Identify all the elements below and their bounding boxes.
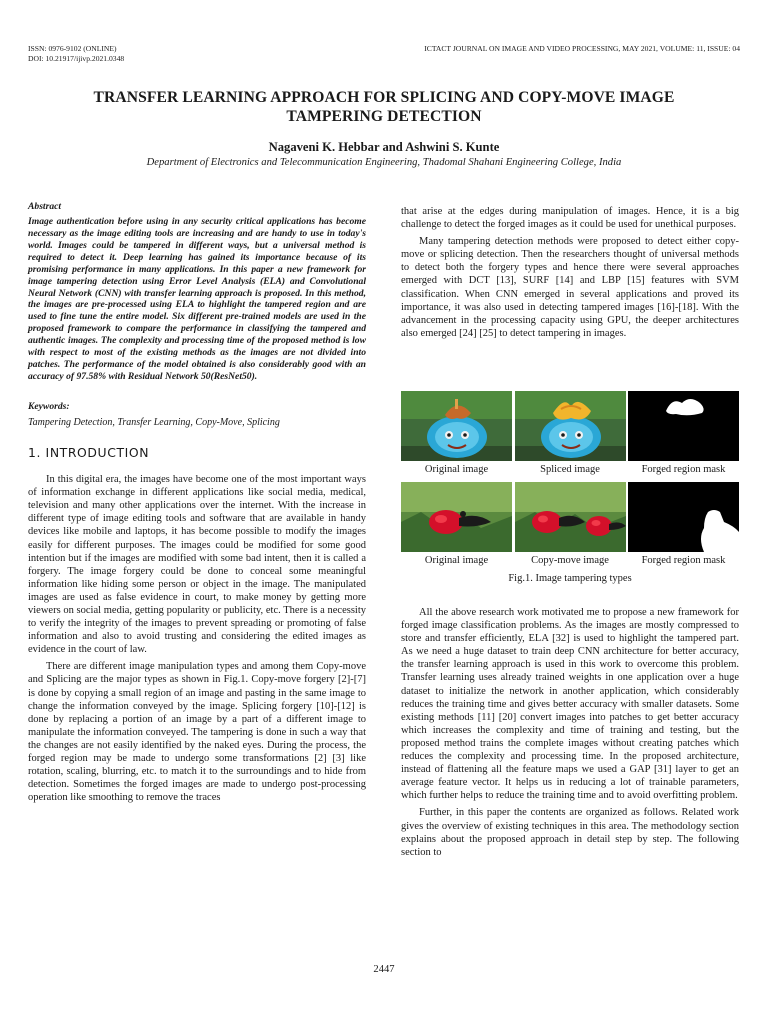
figure-row1-captions: [401, 464, 739, 475]
caption-forged-mask-1: Forged region mask: [641, 464, 726, 475]
caption-forged-mask-2: Forged region mask: [641, 555, 726, 566]
issn-line: ISSN: 0976-9102 (ONLINE): [28, 44, 117, 53]
copy-move-image-bird: [515, 482, 626, 552]
caption-original-image-1: Original image: [424, 464, 489, 475]
figure-row2-captions: [401, 555, 739, 566]
original-image-lamp: [401, 391, 512, 461]
figure-row-copymove: [401, 482, 739, 552]
intro-paragraph-1: In this digital era, the images have become one of the most important ways of information exchange in different applications like social media, medical, television and many other applications over the internet. With the increase in different type of image editing tools and software that are available in handy devices like mobile and laptops, it has become possible to modify the images easily for different purposes. The images could be modified for some good intention but if the images are modified with some bad intent, then it is called a forgery. The image forgery could be done to conceal some meaningful information like hiding some person or object in the image. The manipulated images are used as false evidence in court, to make money by getting more viewers on social media, getting popularity or publicity, etc. There is a necessity to verify the integrity of the images to prevent spreading or promoting of false information and also to avoid trusting and considering the edited images as evidence in the court of law.: [28, 474, 366, 656]
caption-original-image-2: Original image: [424, 555, 489, 566]
abstract-text: Image authentication before using in any security critical applications has become necessary as the image editing tools are increasing and are handy to use in today's world. Images could be tampered in different ways, but a universal method is required to detect it. Deep learning has gained its importance because of its promising performance in many applications. In this paper a new framework for image tampering detection using Error Level Analysis (ELA) and Convolutional Neural Network (CNN) with transfer learning approach is proposed. In this method, the images are pre-processed using ELA to highlight the tampered region and are used to fine tune the entire model. Six different pre-trained models are used in the proposed framework to compare the performance in classifying the tampered and authentic images. The complexity and processing time of the proposed method is low with respect to most of the existing methods as the images are not divided into patches. The performance of the model obtained is also considerably good with an accuracy of 97.58% with Residual Network 50(ResNet50).: [28, 216, 366, 382]
keywords-heading: Keywords:: [28, 400, 70, 412]
caption-spliced-image: Spliced image: [540, 464, 600, 475]
spliced-image-lamp: [515, 391, 626, 461]
keywords-text: Tampering Detection, Transfer Learning, Copy-Move, Splicing: [28, 416, 280, 428]
title-line-1: TRANSFER LEARNING APPROACH FOR SPLICING AND COPY-MOVE IMAGE: [93, 89, 675, 106]
right-column-bottom: [401, 606, 739, 859]
original-image-bird: [401, 482, 512, 552]
author-names: Nagaveni K. Hebbar and Ashwini S. Kunte: [268, 140, 500, 154]
abstract-heading: Abstract: [28, 201, 62, 212]
left-column: [28, 198, 366, 804]
figure-1: [401, 391, 739, 584]
right-paragraph-4: Further, in this paper the contents are organized as follows. Related work gives the overview of existing techniques in this area. The methodology section explains about the proposed approach in detail step by step. The following section to: [401, 807, 739, 858]
author-affiliation: Department of Electronics and Telecommunication Engineering, Thadomal Shahani Engineering College, India: [146, 157, 622, 168]
running-header-left: [28, 44, 124, 64]
figure-caption: Fig.1. Image tampering types: [508, 573, 632, 584]
journal-header: ICTACT JOURNAL ON IMAGE AND VIDEO PROCESSING, MAY 2021, VOLUME: 11, ISSUE: 04: [424, 44, 740, 53]
right-paragraph-1: that arise at the edges during manipulation of images. Hence, it is a big challenge to detect the forged images as it could be used for unethical purposes.: [401, 206, 739, 231]
right-paragraph-3: All the above research work motivated me to propose a new framework for forged image classification problems. As the images are mostly compressed to store and transfer efficiently, ELA [32] is used to highlight the tampered part. As we need a huge dataset to train deep CNN architecture for better accuracy, the transfer learning approach is used in this work to overcome this problem. Transfer learning uses already trained weights in one application over a huge dataset to initialize the network in another application, which considerably reduces the training time and gives better accuracy with smaller datasets. Some existing methods [11] [20] convert images into patches to get better accuracy which increases the complexity and time of training and testing, but the proposed method trains the complete images without creating patches which reduces the complexity and processing time. In the proposed architecture, instead of flattening all the feature maps we used a GAP [31] layer to get an average feature vector. It helps us in reducing a lot of trainable parameters, which further helps to reduce the training time and to avoid overfitting problem.: [401, 607, 739, 802]
forged-region-mask-splicing: [628, 391, 739, 461]
title-line-2: TAMPERING DETECTION: [286, 108, 482, 125]
page-number: 2447: [373, 964, 395, 975]
section-heading-introduction: 1. INTRODUCTION: [28, 444, 150, 460]
right-column-top: [401, 205, 739, 340]
right-paragraph-2: Many tampering detection methods were proposed to detect either copy-move or splicing detection. Then the researchers thought of universal methods to detect both the forgery types and hence there were several approaches emerged with DCT [13], SURF [14] and LBP [15] features with SVM classification. When CNN emerged in several applications and proved its importance, it was also used in detecting tampered images [16]-[18]. With the advancement in the processing capacity using GPU, the deeper architectures also emerged [24] [25] to detect tampering in images.: [401, 236, 739, 339]
intro-paragraph-2: There are different image manipulation types and among them Copy-move and Splicing are the major types as shown in Fig.1. Copy-move forgery [2]-[7] is done by copying a small region of an image and pasting in the same image to change the information conveyed by the image. Splicing forgery [10]-[12] is done by replacing a portion of an image by a part of a different image to manipulate the information conveyed. The tampering is done in such a way that the changes are not easily identified by the naked eyes. During the process, the forged region may be made to undergo some transformations [2] [3] like rotation, scaling, blurring, etc. to match it to the surroundings and to hide from detection. Sometimes the forged images are made to undergo post-processing operation like smoothing to remove the traces: [28, 661, 366, 804]
figure-row-splicing: [401, 391, 739, 461]
caption-copy-move-image: Copy-move image: [531, 555, 609, 566]
paper-title: [30, 88, 738, 126]
forged-region-mask-copymove: [628, 482, 739, 552]
doi-line: DOI: 10.21917/ijivp.2021.0348: [28, 54, 125, 63]
